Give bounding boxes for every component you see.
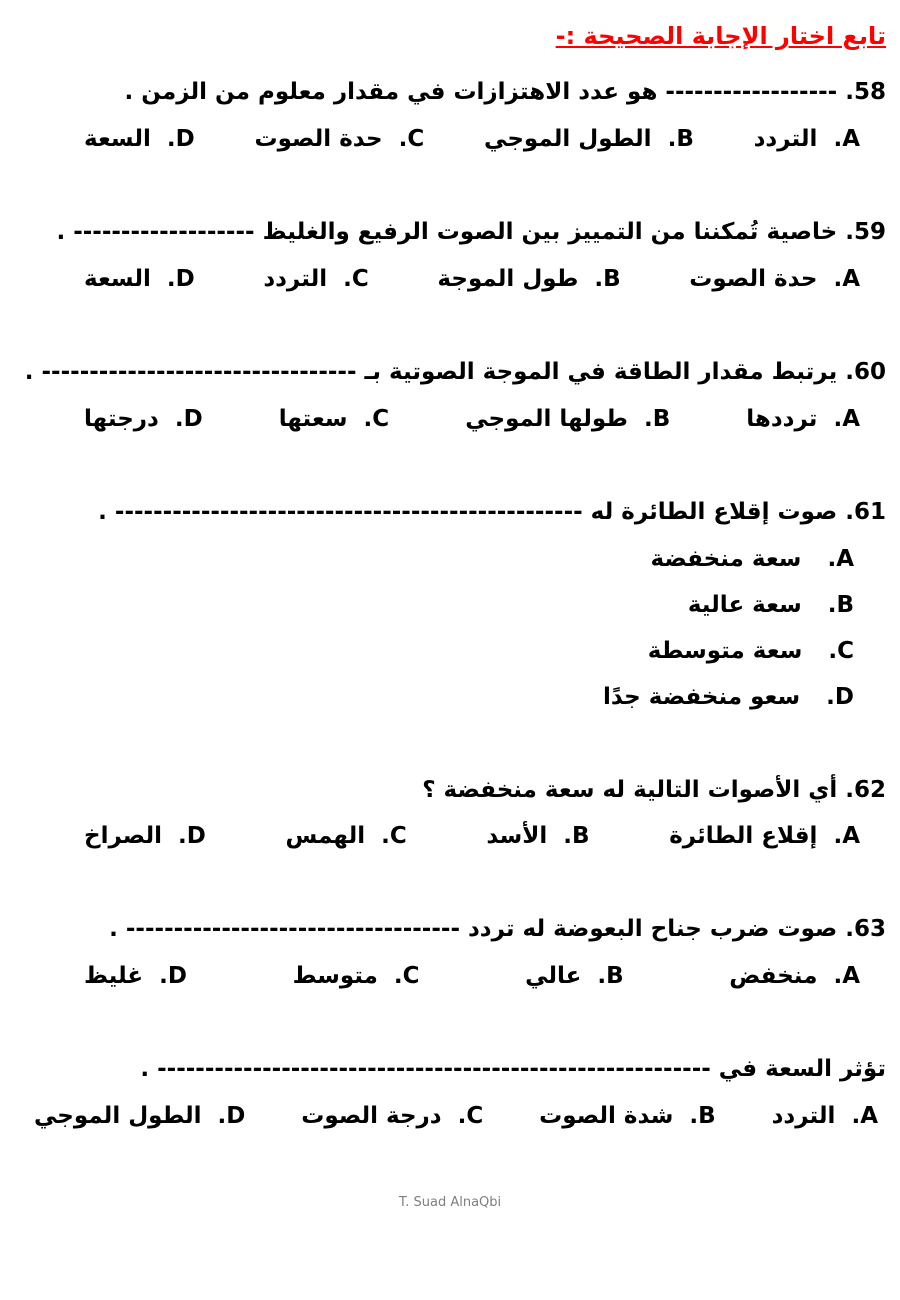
option-c [293, 963, 420, 989]
question-text: 58. ------------------ هو عدد الاهتزازات في مقدار معلوم من الزمن . [124, 79, 886, 105]
option-letter: B. [594, 265, 621, 292]
option-d [14, 684, 854, 710]
option-text: السعة [84, 125, 151, 152]
option-text: عالي [525, 963, 582, 990]
question-block-60 [14, 358, 886, 432]
option-letter: C. [828, 637, 854, 664]
option-letter: D. [166, 125, 195, 152]
option-text: طولها الموجي [465, 405, 628, 432]
question-block-62 [14, 776, 886, 850]
option-d [84, 126, 195, 152]
option-b [525, 963, 624, 989]
question-text: 60. يرتبط مقدار الطاقة في الموجة الصوتية بـ --------------------------------- . [24, 358, 886, 385]
option-text: غليظ [84, 963, 144, 990]
option-letter: B. [827, 591, 854, 618]
option-letter: A. [833, 405, 860, 432]
question-block-59 [14, 218, 886, 292]
option-b [539, 1103, 716, 1129]
option-c [301, 1103, 483, 1129]
option-d [84, 963, 187, 989]
question-block-final [14, 1055, 886, 1129]
option-text: حدة الصوت [254, 125, 383, 152]
option-text: سعة متوسطة [647, 637, 803, 664]
question-text: 63. صوت ضرب جناح البعوضة له تردد ----------------------------------- . [109, 916, 886, 943]
option-letter: D. [177, 823, 206, 850]
option-letter: B. [667, 125, 694, 152]
option-d [84, 823, 206, 849]
option-letter: A. [851, 1103, 878, 1130]
option-text: التردد [263, 265, 328, 292]
page-title: تابع اختار الإجابة الصحيحة :- [555, 22, 886, 50]
options-row [14, 406, 886, 432]
option-text: حدة الصوت [689, 265, 818, 292]
option-letter: B. [597, 963, 624, 990]
options-row [14, 126, 886, 152]
option-letter: C. [343, 265, 369, 292]
option-text: ترددها [746, 405, 818, 432]
option-text: الصراخ [84, 823, 162, 850]
option-text: سعة عالية [687, 591, 802, 618]
option-b [437, 266, 620, 292]
option-b [484, 126, 694, 152]
question-block-61 [14, 498, 886, 710]
option-letter: A. [833, 823, 860, 850]
option-text: سعة منخفضة [650, 545, 802, 572]
option-text: الأسد [486, 823, 548, 850]
option-letter: C. [457, 1103, 484, 1130]
option-text: إقلاع الطائرة [669, 823, 818, 850]
option-text: الطول الموجي [484, 125, 652, 152]
options-column [14, 546, 886, 710]
option-b [14, 592, 854, 618]
option-text: سعو منخفضة جدًا [603, 683, 801, 710]
option-c [285, 823, 406, 849]
option-letter: D. [217, 1103, 246, 1130]
footer-credit: T. Suad AlnaQbi [398, 1195, 502, 1211]
option-c [279, 406, 389, 432]
option-letter: D. [159, 963, 187, 990]
option-text: التردد [753, 125, 818, 152]
option-text: شدة الصوت [539, 1103, 674, 1130]
option-letter: B. [643, 405, 671, 432]
option-text: درجتها [84, 405, 159, 432]
question-block-63 [14, 915, 886, 989]
question-text: تؤثر السعة في ---------------------------------------------------------- . [140, 1056, 886, 1083]
option-text: الطول الموجي [34, 1103, 202, 1130]
option-letter: C. [381, 823, 407, 850]
option-b [486, 823, 589, 849]
option-letter: B. [689, 1103, 716, 1130]
option-d [84, 266, 195, 292]
options-row [14, 963, 886, 989]
option-letter: D. [166, 265, 195, 292]
option-text: منخفض [729, 963, 818, 990]
option-letter: B. [563, 823, 590, 850]
question-text: 59. خاصية تُمكننا من التمييز بين الصوت الرفيع والغليظ ------------------- . [56, 218, 886, 245]
option-c [14, 638, 854, 664]
option-a [746, 406, 860, 432]
option-b [465, 406, 670, 432]
option-c [263, 266, 368, 292]
option-text: طول الموجة [437, 265, 579, 292]
option-a [669, 823, 860, 849]
question-block-58 [14, 78, 886, 152]
option-a [754, 126, 860, 152]
option-text: متوسط [292, 963, 378, 990]
option-text: السعة [84, 265, 151, 292]
option-letter: A. [827, 545, 854, 572]
option-letter: C. [393, 963, 420, 990]
option-letter: C. [363, 405, 390, 432]
option-d [34, 1103, 245, 1129]
option-letter: A. [833, 963, 860, 990]
option-a [729, 963, 860, 989]
option-text: سعتها [278, 405, 348, 432]
question-text: 61. صوت إقلاع الطائرة له ------------------------------------------------- . [98, 498, 886, 525]
option-letter: D. [174, 405, 203, 432]
options-row [14, 823, 886, 849]
option-text: التردد [771, 1103, 836, 1130]
question-text: 62. أي الأصوات التالية له سعة منخفضة ؟ [422, 776, 886, 803]
option-a [772, 1103, 878, 1129]
options-row [14, 266, 886, 292]
option-d [84, 406, 203, 432]
options-row [14, 1103, 886, 1129]
option-a [689, 266, 860, 292]
option-text: درجة الصوت [301, 1103, 442, 1130]
option-letter: A. [833, 125, 860, 152]
option-letter: C. [398, 125, 425, 152]
option-c [254, 126, 424, 152]
option-text: الهمس [285, 823, 366, 850]
option-letter: D. [826, 683, 854, 710]
option-letter: A. [833, 265, 860, 292]
option-a [14, 546, 854, 572]
